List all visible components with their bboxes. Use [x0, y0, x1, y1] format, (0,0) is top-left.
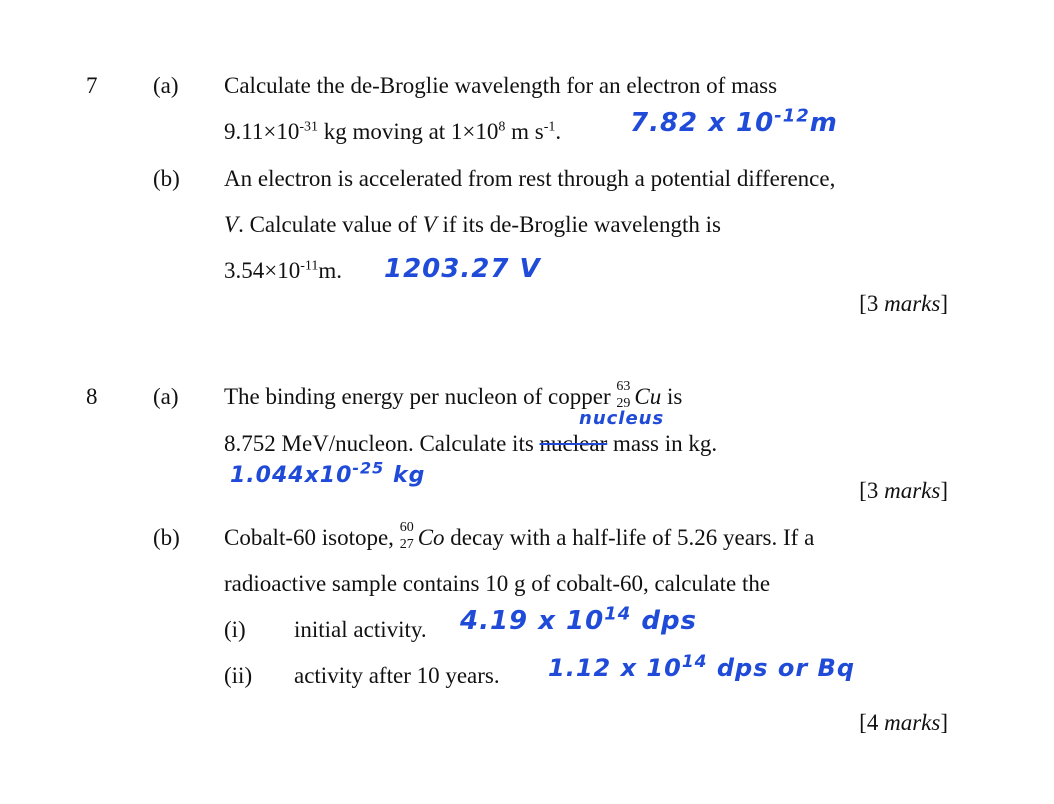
- q7b-line1: An electron is accelerated from rest through a potential difference,: [224, 166, 836, 191]
- question-7-number: 7: [86, 73, 98, 98]
- q8b-i-label: (i): [224, 617, 246, 642]
- q8a-line2: 8.752 MeV/nucleon. Calculate its nuclear mass in kg.: [224, 431, 718, 456]
- copper-isotope-notation: 63 29: [616, 379, 631, 411]
- q7a-line2: $9.11\times 10^{-31}$ kg moving at $1\times 10^8$ m $s^{-1}$.: [224, 119, 562, 144]
- q7a-label: (a): [153, 73, 179, 98]
- q7b-line3: $3.54\times 10^{-11}m$.: [224, 258, 343, 283]
- q7b-label: (b): [153, 166, 180, 191]
- q8b-ii-handwritten-answer: 1.12 x $10^{14}$ dps or Bq: [548, 652, 855, 682]
- q8b-marks: [4 marks]: [859, 710, 948, 735]
- q8b-ii-text: activity after 10 years.: [294, 663, 500, 688]
- q8a-handwritten-answer: $1.044x10^{-25}$ kg: [230, 458, 426, 488]
- q8a-label: (a): [153, 384, 179, 409]
- q8b-line1: Cobalt-60 isotope, 60 27 Co decay with a half-life of 5.26 years. If a: [224, 520, 815, 552]
- q8a-marks: [3 marks]: [859, 478, 948, 503]
- q8b-label: (b): [153, 525, 180, 550]
- q7a-line1: Calculate the de-Broglie wavelength for an electron of mass: [224, 73, 778, 98]
- q7b-line2: V. Calculate value of V if its de-Broglie wavelength is: [224, 212, 721, 237]
- q8b-line2: radioactive sample contains 10 g of cobalt-60, calculate the: [224, 571, 771, 596]
- q7a-handwritten-answer: 7.82 x $10^{-12}m$: [630, 105, 838, 138]
- q8b-i-handwritten-answer: 4.19 x $10^{14}$ dps: [460, 603, 698, 636]
- q8a-line1: The binding energy per nucleon of copper 63 29 Cu is: [224, 379, 683, 411]
- question-8-number: 8: [86, 384, 98, 409]
- q8a-handwritten-correction: nucleus: [579, 408, 665, 429]
- q8b-ii-label: (ii): [224, 663, 253, 688]
- q8b-i-text: initial activity.: [294, 617, 427, 642]
- q7b-handwritten-answer: 1203.27 V: [384, 254, 541, 284]
- cobalt-isotope-notation: 60 27: [399, 520, 414, 552]
- q7-marks: [3 marks]: [859, 291, 948, 316]
